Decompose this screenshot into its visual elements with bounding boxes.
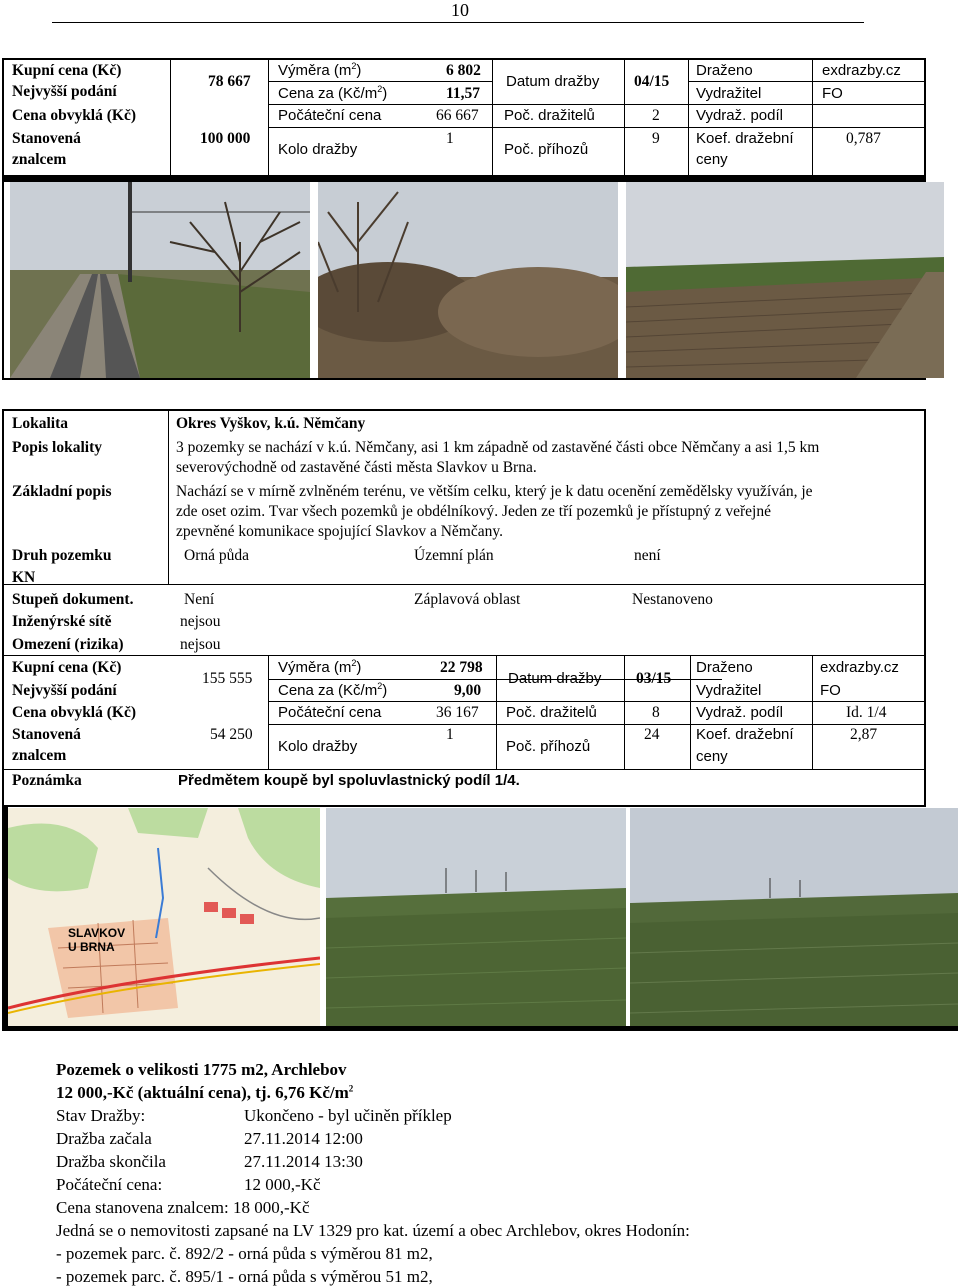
divider (170, 59, 171, 175)
pocatecni-cena-label-2: Počáteční cena (278, 704, 382, 721)
label-kupni-cena: Kupní cena (Kč) (12, 62, 122, 79)
poc-prihozu-label: Poč. příhozů (504, 141, 589, 158)
divider (268, 127, 924, 128)
lokalita-value: Okres Vyškov, k.ú. Němčany (176, 415, 366, 432)
drazeno-label: Draženo (696, 62, 753, 79)
divider (268, 104, 924, 105)
zacala-label: Dražba začala (56, 1129, 152, 1148)
poznamka-label: Poznámka (12, 772, 82, 789)
vydraz-podil-value-2: Id. 1/4 (846, 704, 887, 721)
pocatecni-value: 12 000,-Kč (244, 1175, 321, 1194)
railway-photo (10, 182, 310, 378)
label-stanovena-2: Stanovená (12, 726, 81, 743)
vymera-label-2: Výměra $(m^2)$ (278, 658, 362, 676)
label-nejvyssi-podani: Nejvyšší podání (12, 83, 117, 100)
divider (168, 410, 169, 584)
stav-value: Ukončeno - byl učiněn příklep (244, 1106, 452, 1125)
zakladni-popis-line1: Nachází se v mírně zvlněném terénu, ve větším celku, který je k datu ocenění zemědělsky využíván, je (176, 483, 813, 500)
lokalita-label: Lokalita (12, 415, 68, 432)
location-map (8, 808, 320, 1026)
uzemni-plan-label: Územní plán (414, 547, 494, 564)
field-photo-2 (326, 808, 626, 1026)
divider (690, 656, 691, 769)
poc-drazitelu-value: 2 (652, 107, 660, 124)
vydrazitel-label-2: Vydražitel (696, 682, 762, 699)
cena-za-label-2: Cena za $(Kč/m^2)$ (278, 681, 388, 699)
label-znalcem: znalcem (12, 151, 67, 168)
koef-label-2: ceny (696, 151, 728, 168)
stav-label: Stav Dražby: (56, 1106, 146, 1125)
listing3-price: 12 000,-Kč (aktuální cena), tj. 6,76 $Kč/m^2$ (56, 1083, 354, 1102)
divider (624, 59, 625, 175)
koef-label-2-b: ceny (696, 748, 728, 765)
inzenyrske-label: Inženýrské sítě (12, 613, 112, 630)
pocatecni-label: Počáteční cena: (56, 1175, 163, 1194)
koef-label: Koef. dražební (696, 130, 794, 147)
kolo-drazby-value: 1 (446, 130, 454, 147)
label-znalcem-2: znalcem (12, 747, 67, 764)
poc-drazitelu-label-2: Poč. dražitelů (506, 704, 597, 721)
zacala-value: 27.11.2014 12:00 (244, 1129, 363, 1148)
page-number: 10 (451, 0, 469, 20)
listing3-title: Pozemek o velikosti 1775 m2, Archlebov (56, 1060, 347, 1079)
popis-lokality-line2: severovýchodně od zastavěné části města Slavkov u Brna. (176, 459, 537, 476)
shrub-photo (318, 182, 618, 378)
vydraz-podil-label: Vydraž. podíl (696, 107, 783, 124)
field-photo-3 (630, 808, 958, 1026)
inzenyrske-value: nejsou (180, 613, 221, 630)
usual-price-value: 100 000 (200, 130, 251, 147)
omezeni-value: nejsou (180, 636, 221, 653)
vydrazitel-label: Vydražitel (696, 85, 762, 102)
koef-value-2: 2,87 (850, 726, 878, 743)
label-nejvyssi-podani-2: Nejvyšší podání (12, 682, 117, 699)
parcel-1: - pozemek parc. č. 892/2 - orná půda s výměrou 81 m2, (56, 1244, 433, 1263)
druh-pozemku-value: Orná půda (184, 547, 249, 564)
field-photo-1 (626, 182, 944, 378)
vymera-value-2: 22 798 (440, 659, 483, 676)
lv-line: Jedná se o nemovitosti zapsané na LV 1329 pro kat. území a obec Archlebov, okres Hodonín: (56, 1221, 690, 1240)
vydrazitel-value-2: FO (820, 682, 841, 699)
poc-prihozu-label-2: Poč. příhozů (506, 738, 591, 755)
koef-label-2-a: Koef. dražební (696, 726, 794, 743)
divider (4, 584, 924, 585)
label-cena-obvykla-2: Cena obvyklá (Kč) (12, 704, 136, 721)
divider (268, 701, 924, 702)
kn-label: KN (12, 569, 36, 586)
divider (624, 656, 625, 769)
skoncila-value: 27.11.2014 13:30 (244, 1152, 363, 1171)
divider (492, 59, 493, 175)
poc-prihozu-value: 9 (652, 130, 660, 147)
vymera-label: Výměra $(m^2)$ (278, 61, 362, 79)
pocatecni-cena-label: Počáteční cena (278, 107, 382, 124)
zakladni-popis-line2: zde oset ozim. Tvar všech pozemků je obdélníkový. Jeden ze tří pozemků je přístupný z veřejné (176, 503, 771, 520)
druh-pozemku-label: Druh pozemku (12, 547, 112, 564)
stupen-label: Stupeň dokument. (12, 591, 134, 608)
divider (268, 724, 924, 725)
map-label (68, 926, 125, 954)
zaplavova-value: Nestanoveno (632, 591, 713, 608)
divider (688, 59, 689, 175)
divider (688, 81, 924, 82)
divider (268, 59, 269, 175)
divider (268, 656, 269, 769)
label-stanovena: Stanovená (12, 130, 81, 147)
zaplavova-label: Záplavová oblast (414, 591, 521, 608)
skoncila-label: Dražba skončila (56, 1152, 166, 1171)
popis-lokality-label: Popis lokality (12, 439, 103, 456)
parcel-2: - pozemek parc. č. 895/1 - orná půda s výměrou 51 m2, (56, 1267, 433, 1286)
divider (268, 81, 492, 82)
divider (4, 769, 924, 770)
datum-drazby-label: Datum dražby (506, 73, 600, 90)
drazeno-label-2: Draženo (696, 659, 753, 676)
kolo-drazby-label: Kolo dražby (278, 141, 358, 158)
label-kupni-cena-2: Kupní cena (Kč) (12, 659, 122, 676)
popis-lokality-line1: 3 pozemky se nachází v k.ú. Němčany, asi 1 km západně od zastavěné části obce Němčany a asi 1,5 km (176, 439, 820, 456)
divider (812, 656, 813, 769)
price-value-2: 155 555 (202, 670, 253, 687)
map-label-line1: SLAVKOV (68, 926, 126, 940)
datum-drazby-value-2: 03/15 (636, 670, 672, 687)
kolo-drazby-value-2: 1 (446, 726, 454, 743)
vydrazitel-value: FO (822, 85, 843, 102)
zakladni-popis-label: Základní popis (12, 483, 112, 500)
zakladni-popis-line3: zpevněné komunikace spojující Slavkov a Němčany. (176, 523, 503, 540)
datum-drazby-label-2: Datum dražby (508, 670, 602, 687)
header-rule (52, 22, 864, 23)
datum-drazby-value: 04/15 (634, 73, 670, 90)
drazeno-value: exdrazby.cz (822, 62, 901, 79)
divider (4, 655, 924, 656)
map-label-line2: U BRNA (68, 940, 115, 954)
price-value: 78 667 (208, 73, 251, 90)
cena-za-value: 11,57 (446, 85, 481, 102)
vymera-value: 6 802 (446, 62, 481, 79)
stanovena-line: Cena stanovena znalcem: 18 000,-Kč (56, 1198, 310, 1217)
pocatecni-cena-value: 66 667 (436, 107, 479, 124)
stupen-value: Není (184, 591, 215, 608)
usual-price-value-2: 54 250 (210, 726, 253, 743)
poc-prihozu-value-2: 24 (644, 726, 660, 743)
pocatecni-cena-value-2: 36 167 (436, 704, 479, 721)
divider (496, 656, 497, 769)
uzemni-plan-value: není (634, 547, 661, 564)
divider (812, 59, 813, 175)
cena-za-value-2: 9,00 (454, 682, 482, 699)
image-border (2, 1026, 958, 1031)
poc-drazitelu-label: Poč. dražitelů (504, 107, 595, 124)
cena-za-label: Cena za $(Kč/m^2)$ (278, 84, 388, 102)
koef-value: 0,787 (846, 130, 881, 147)
poznamka-value: Předmětem koupě byl spoluvlastnický podíl 1/4. (178, 772, 520, 789)
label-cena-obvykla: Cena obvyklá (Kč) (12, 107, 136, 124)
drazeno-value-2: exdrazby.cz (820, 659, 899, 676)
poc-drazitelu-value-2: 8 (652, 704, 660, 721)
omezeni-label: Omezení (rizika) (12, 636, 124, 653)
vydraz-podil-label-2: Vydraž. podíl (696, 704, 783, 721)
kolo-drazby-label-2: Kolo dražby (278, 738, 358, 755)
